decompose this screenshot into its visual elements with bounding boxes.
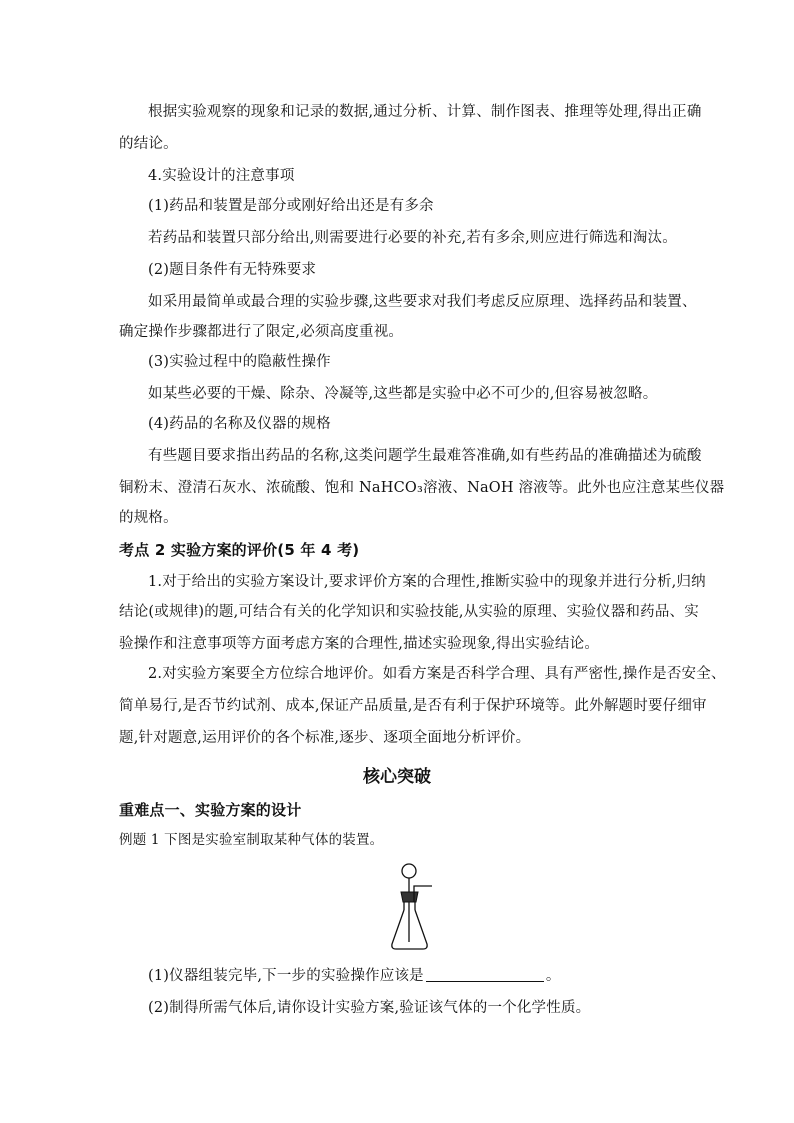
question-1 <box>148 966 561 986</box>
sub-heading: (1)药品和装置是部分或刚好给出还是有多余 <box>148 198 434 214</box>
paragraph-line: 结论(或规律)的题,可结合有关的化学知识和实验技能,从实验的原理、实验仪器和药品、实 <box>119 604 699 620</box>
answer-blank[interactable] <box>426 967 544 982</box>
section-heading: 考点 2 实验方案的评价(5 年 4 考) <box>119 541 360 559</box>
topic-heading: 重难点一、实验方案的设计 <box>119 801 302 819</box>
question-1-text: (1)仪器组装完毕,下一步的实验操作应该是 <box>148 968 424 984</box>
paragraph-line: 有些题目要求指出药品的名称,这类问题学生最难答准确,如有些药品的准确描述为硫酸 <box>148 448 702 464</box>
paragraph-line: 铜粉末、澄清石灰水、浓硫酸、饱和 NaHCO₃溶液、NaOH 溶液等。此外也应注意某些仪器 <box>119 480 725 496</box>
paragraph-line: 验操作和注意事项等方面考虑方案的合理性,描述实验现象,得出实验结论。 <box>119 636 600 652</box>
paragraph-line: 如某些必要的干燥、除杂、冷凝等,这些都是实验中必不可少的,但容易被忽略。 <box>148 386 658 402</box>
paragraph-line: 1.对于给出的实验方案设计,要求评价方案的合理性,推断实验中的现象并进行分析,归纳 <box>148 574 706 590</box>
question-1-end: 。 <box>545 968 561 984</box>
paragraph-line: 若药品和装置只部分给出,则需要进行必要的补充,若有多余,则应进行筛选和淘汰。 <box>148 230 677 246</box>
paragraph-line: 2.对实验方案要全方位综合地评价。如看方案是否科学合理、具有严密性,操作是否安全、 <box>148 666 726 682</box>
sub-heading: (4)药品的名称及仪器的规格 <box>148 416 331 432</box>
example-prompt: 例题 1 下图是实验室制取某种气体的装置。 <box>119 832 384 848</box>
sub-heading: (3)实验过程中的隐蔽性操作 <box>148 354 331 370</box>
paragraph-line: 确定操作步骤都进行了限定,必须高度重视。 <box>119 324 404 340</box>
sub-heading: (2)题目条件有无特殊要求 <box>148 262 317 278</box>
paragraph-line: 根据实验观察的现象和记录的数据,通过分析、计算、制作图表、推理等处理,得出正确 <box>148 104 702 120</box>
paragraph-line: 的结论。 <box>119 136 178 152</box>
paragraph-line: 题,针对题意,运用评价的各个标准,逐步、逐项全面地分析评价。 <box>119 730 531 746</box>
apparatus-drawing <box>388 862 438 954</box>
list-heading: 4.实验设计的注意事项 <box>148 168 295 184</box>
question-2: (2)制得所需气体后,请你设计实验方案,验证该气体的一个化学性质。 <box>148 1000 591 1016</box>
paragraph-line: 简单易行,是否节约试剂、成本,保证产品质量,是否有利于保护环境等。此外解题时要仔细审 <box>119 698 707 714</box>
section-title: 核心突破 <box>363 767 431 787</box>
paragraph-line: 如采用最简单或最合理的实验步骤,这些要求对我们考虑反应原理、选择药品和装置、 <box>148 294 697 310</box>
erlenmeyer-flask-with-funnel-icon <box>388 862 438 958</box>
paragraph-line: 的规格。 <box>119 510 178 526</box>
